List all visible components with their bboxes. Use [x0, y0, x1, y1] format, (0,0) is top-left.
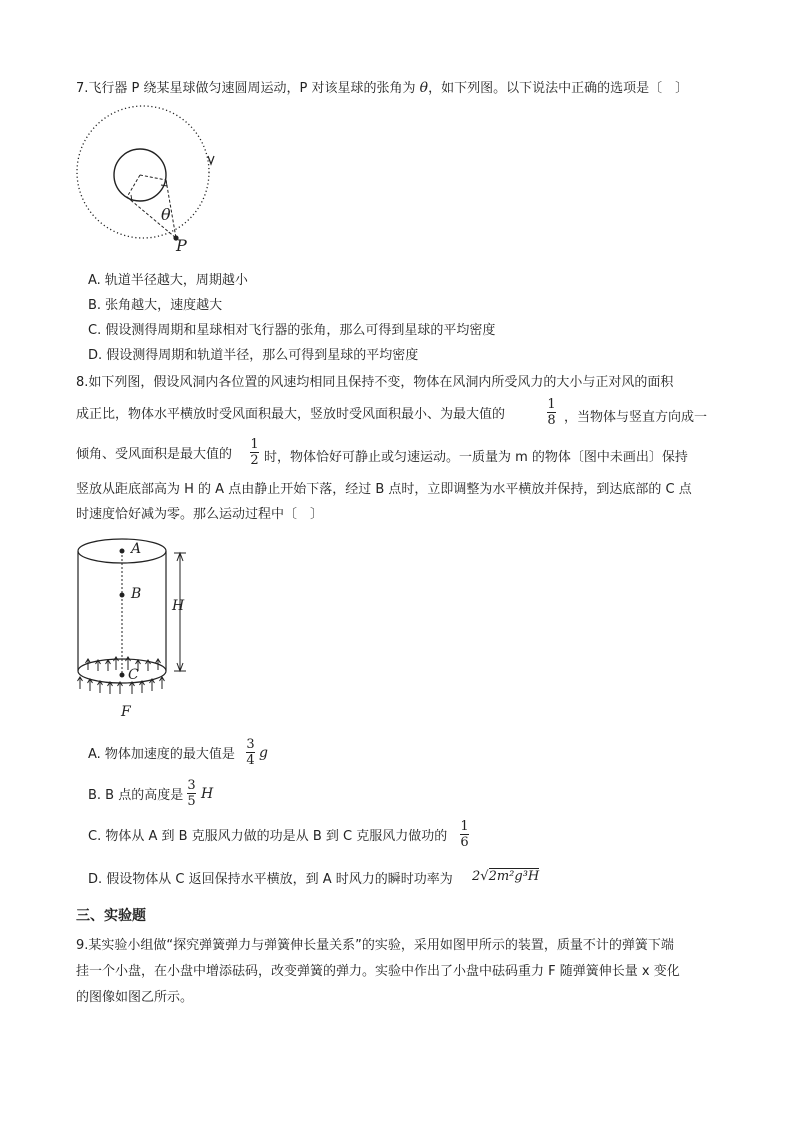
q8-line-3a: 倾角、受风面积是最大值的: [76, 447, 233, 462]
q7-option-c: C. 假设测得周期和星球相对飞行器的张角，那么可得到星球的平均密度: [88, 323, 496, 338]
q8-option-b-fraction: 3 5: [187, 778, 196, 809]
q8-option-b-h: H: [201, 786, 214, 802]
q8-line-4: 竖放从距底部高为 H 的 A 点由静止开始下落，经过 B 点时，立即调整为水平横放并保持，到达底部的 C 点: [76, 482, 692, 497]
q8-option-a-fraction: 3 4: [246, 737, 255, 768]
q7-theta: θ: [419, 80, 429, 96]
q8-option-c-fraction: 1 6: [460, 819, 469, 850]
q8-line-2b: ，当物体与竖直方向成一: [564, 410, 708, 425]
q8-fraction-1-2: 1 2: [250, 437, 259, 468]
q7-stem: 7.飞行器 P 绕某星球做匀速圆周运动，P 对该星球的张角为 θ，如下列图。以下说法中正确的选项是〔 〕: [76, 80, 689, 96]
q8-figure-label-h: H: [172, 598, 185, 614]
q7-figure: [70, 108, 230, 263]
q9-line-2: 挂一个小盘，在小盘中增添砝码，改变弹簧的弹力。实验中作出了小盘中砝码重力 F 随弹簧伸长量 x 变化: [76, 964, 680, 979]
q8-option-a: A. 物体加速度的最大值是: [88, 747, 235, 762]
q9-line-1: 9.某实验小组做“探究弹簧弹力与弹簧伸长量关系”的实验，采用如图甲所示的装置，质量不计的弹簧下端: [76, 938, 674, 953]
q8-line-5: 时速度恰好减为零。那么运动过程中〔 〕: [76, 507, 324, 522]
q8-figure: [72, 533, 202, 718]
q7-option-d: D. 假设测得周期和轨道半径，那么可得到星球的平均密度: [88, 348, 419, 363]
q8-option-d: D. 假设物体从 C 返回保持水平横放，到 A 时风力的瞬时功率为: [88, 872, 453, 887]
section-heading-experiment: 三、实验题: [76, 908, 146, 924]
q8-option-a-g: g: [259, 745, 268, 761]
q8-line-2a: 成正比，物体水平横放时受风面积最大，竖放时受风面积最小、为最大值的: [76, 407, 506, 422]
q7-option-a: A. 轨道半径越大，周期越小: [88, 273, 248, 288]
q7-option-b: B. 张角越大，速度越大: [88, 298, 223, 313]
q7-figure-theta-label: θ: [161, 205, 171, 224]
q8-figure-label-f: F: [121, 704, 131, 720]
q8-figure-label-a: A: [131, 541, 142, 557]
q9-line-3: 的图像如图乙所示。: [76, 990, 194, 1005]
q8-line-1: 8.如下列图，假设风洞内各位置的风速均相同且保持不变，物体在风洞内所受风力的大小与正对风的面积: [76, 375, 674, 390]
q8-fraction-1-8: 1 8: [547, 397, 556, 428]
q8-option-b: B. B 点的高度是: [88, 788, 184, 803]
q8-option-c: C. 物体从 A 到 B 克服风力做的功是从 B 到 C 克服风力做功的: [88, 829, 448, 844]
q8-figure-label-c: C: [128, 667, 139, 683]
q8-option-d-expression: 2√2m²g³H: [472, 869, 540, 884]
q7-figure-p-label: P: [176, 236, 187, 255]
q8-line-3b: 时，物体恰好可静止或匀速运动。一质量为 m 的物体〔图中未画出〕保持: [264, 450, 688, 465]
q8-figure-label-b: B: [131, 586, 142, 602]
